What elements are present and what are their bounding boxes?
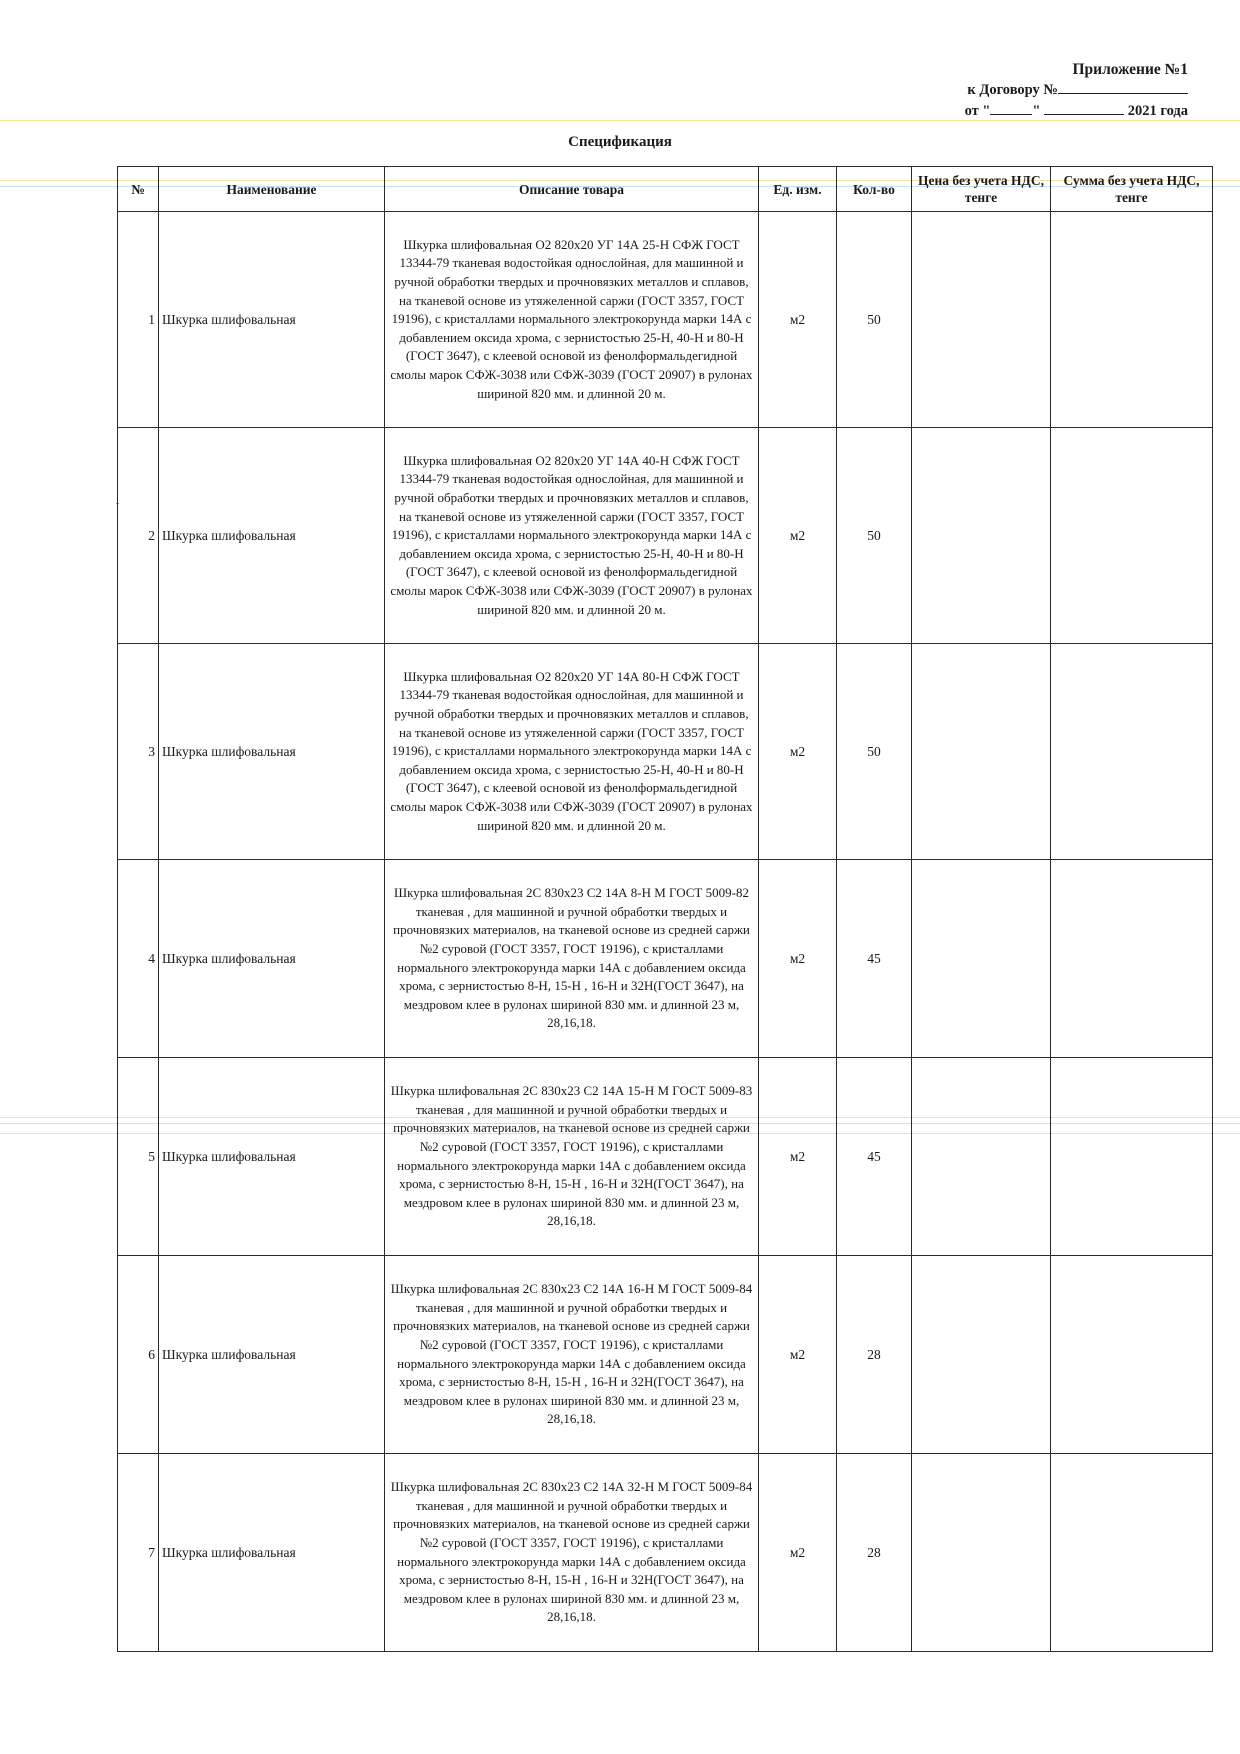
item-price — [912, 428, 1051, 644]
table-row — [118, 1454, 1213, 1652]
item-name: Шкурка шлифовальная — [159, 212, 385, 428]
row-number: 5 — [118, 1058, 159, 1256]
item-unit: м2 — [759, 1256, 837, 1454]
item-description: Шкурка шлифовальная О2 820х20 УГ 14А 25-Н СФЖ ГОСТ 13344-79 тканевая водостойкая однослойная, для машинной и ручной обработки твердых и прочновязких металлов и сплавов, на тканевой основе из утяжеленной саржи (ГОСТ 3357, ГОСТ 19196), с кристаллами нормального электрокорунда марки 14А с добавлением оксида хрома, с зернистостью 25-Н, 40-Н и 80-Н (ГОСТ 3647), с клеевой основой из фенолформальдегидной смолы марок СФЖ-3038 или СФЖ-3039 (ГОСТ 20907) в рулонах шириной 820 мм. и длинной 20 м. — [385, 212, 759, 428]
item-quantity: 45 — [837, 860, 912, 1058]
item-sum — [1051, 428, 1213, 644]
table-row — [118, 644, 1213, 860]
table-row — [118, 860, 1213, 1058]
item-unit: м2 — [759, 860, 837, 1058]
item-sum — [1051, 1256, 1213, 1454]
item-quantity: 50 — [837, 644, 912, 860]
date-day-blank — [990, 100, 1032, 115]
item-price — [912, 644, 1051, 860]
row-number: 1 — [118, 212, 159, 428]
contract-line — [888, 79, 1188, 100]
item-price — [912, 1058, 1051, 1256]
item-price — [912, 1256, 1051, 1454]
date-prefix: от " — [964, 103, 991, 119]
item-name: Шкурка шлифовальная — [159, 860, 385, 1058]
date-mid: " — [1032, 103, 1041, 119]
item-name: Шкурка шлифовальная — [159, 644, 385, 860]
table-row — [118, 428, 1213, 644]
item-quantity: 28 — [837, 1454, 912, 1652]
item-description: Шкурка шлифовальная О2 820х20 УГ 14А 40-Н СФЖ ГОСТ 13344-79 тканевая водостойкая однослойная, для машинной и ручной обработки твердых и прочновязких металлов и сплавов, на тканевой основе из утяжеленной саржи (ГОСТ 3357, ГОСТ 19196), с кристаллами нормального электрокорунда марки 14А с добавлением оксида хрома, с зернистостью 25-Н, 40-Н и 80-Н (ГОСТ 3647), с клеевой основой из фенолформальдегидной смолы марок СФЖ-3038 или СФЖ-3039 (ГОСТ 20907) в рулонах шириной 820 мм. и длинной 20 м. — [385, 428, 759, 644]
item-unit: м2 — [759, 644, 837, 860]
column-header-description: Описание товара — [385, 167, 759, 212]
item-unit: м2 — [759, 212, 837, 428]
column-header-number: № — [118, 167, 159, 212]
document-title: Спецификация — [568, 134, 672, 150]
item-description: Шкурка шлифовальная 2С 830х23 С2 14А 32-Н М ГОСТ 5009-84 тканевая , для машинной и ручной обработки твердых и прочновязких материалов, на тканевой основе из средней саржи №2 суровой (ГОСТ 3357, ГОСТ 19196), с кристаллами нормального электрокорунда марки 14А с добавлением оксида хрома, с зернистостью 8-Н, 15-Н , 16-Н и 32Н(ГОСТ 3647), на мездровом клее в рулонах шириной 830 мм. и длинной 23 м, 28,16,18. — [385, 1454, 759, 1652]
item-price — [912, 212, 1051, 428]
date-line — [888, 100, 1188, 121]
item-quantity: 50 — [837, 212, 912, 428]
item-description: Шкурка шлифовальная О2 820х20 УГ 14А 80-Н СФЖ ГОСТ 13344-79 тканевая водостойкая однослойная, для машинной и ручной обработки твердых и прочновязких металлов и сплавов, на тканевой основе из утяжеленной саржи (ГОСТ 3357, ГОСТ 19196), с кристаллами нормального электрокорунда марки 14А с добавлением оксида хрома, с зернистостью 25-Н, 40-Н и 80-Н (ГОСТ 3647), с клеевой основой из фенолформальдегидной смолы марок СФЖ-3038 или СФЖ-3039 (ГОСТ 20907) в рулонах шириной 820 мм. и длинной 20 м. — [385, 644, 759, 860]
item-unit: м2 — [759, 1454, 837, 1652]
item-quantity: 45 — [837, 1058, 912, 1256]
item-name: Шкурка шлифовальная — [159, 1454, 385, 1652]
appendix-header — [888, 60, 1188, 121]
item-name: Шкурка шлифовальная — [159, 1256, 385, 1454]
column-header-quantity: Кол-во — [837, 167, 912, 212]
item-sum — [1051, 860, 1213, 1058]
item-quantity: 50 — [837, 428, 912, 644]
column-header-price: Цена без учета НДС, тенге — [912, 167, 1051, 212]
item-quantity: 28 — [837, 1256, 912, 1454]
column-header-sum: Сумма без учета НДС, тенге — [1051, 167, 1213, 212]
row-number: 2 — [118, 428, 159, 644]
date-month-blank — [1044, 100, 1124, 115]
item-description: Шкурка шлифовальная 2С 830х23 С2 14А 15-Н М ГОСТ 5009-83 тканевая , для машинной и ручной обработки твердых и прочновязких материалов, на тканевой основе из средней саржи №2 суровой (ГОСТ 3357, ГОСТ 19196), с кристаллами нормального электрокорунда марки 14А с добавлением оксида хрома, с зернистостью 8-Н, 15-Н , 16-Н и 32Н(ГОСТ 3647), на мездровом клее в рулонах шириной 830 мм. и длинной 23 м, 28,16,18. — [385, 1058, 759, 1256]
row-number: 3 — [118, 644, 159, 860]
table-row — [118, 212, 1213, 428]
table-row — [118, 1058, 1213, 1256]
contract-label: к Договору № — [967, 82, 1058, 98]
item-unit: м2 — [759, 1058, 837, 1256]
item-sum — [1051, 212, 1213, 428]
column-header-unit: Ед. изм. — [759, 167, 837, 212]
item-description: Шкурка шлифовальная 2С 830х23 С2 14А 8-Н М ГОСТ 5009-82 тканевая , для машинной и ручной обработки твердых и прочновязких материалов, на тканевой основе из средней саржи №2 суровой (ГОСТ 3357, ГОСТ 19196), с кристаллами нормального электрокорунда марки 14А с добавлением оксида хрома, с зернистостью 8-Н, 15-Н , 16-Н и 32Н(ГОСТ 3647), на мездровом клее в рулонах шириной 830 мм. и длинной 23 м, 28,16,18. — [385, 860, 759, 1058]
row-number: 6 — [118, 1256, 159, 1454]
table-header-row — [118, 167, 1213, 212]
item-name: Шкурка шлифовальная — [159, 428, 385, 644]
item-price — [912, 1454, 1051, 1652]
item-sum — [1051, 1454, 1213, 1652]
item-price — [912, 860, 1051, 1058]
table-row — [118, 1256, 1213, 1454]
contract-number-blank — [1058, 79, 1188, 94]
column-header-name: Наименование — [159, 167, 385, 212]
date-year: 2021 года — [1127, 103, 1188, 119]
item-sum — [1051, 1058, 1213, 1256]
specification-table — [117, 166, 1213, 1652]
appendix-title: Приложение №1 — [1072, 61, 1188, 78]
item-unit: м2 — [759, 428, 837, 644]
row-number: 4 — [118, 860, 159, 1058]
item-description: Шкурка шлифовальная 2С 830х23 С2 14А 16-Н М ГОСТ 5009-84 тканевая , для машинной и ручной обработки твердых и прочновязких материалов, на тканевой основе из средней саржи №2 суровой (ГОСТ 3357, ГОСТ 19196), с кристаллами нормального электрокорунда марки 14А с добавлением оксида хрома, с зернистостью 8-Н, 15-Н , 16-Н и 32Н(ГОСТ 3647), на мездровом клее в рулонах шириной 830 мм. и длинной 23 м, 28,16,18. — [385, 1256, 759, 1454]
row-number: 7 — [118, 1454, 159, 1652]
item-name: Шкурка шлифовальная — [159, 1058, 385, 1256]
item-sum — [1051, 644, 1213, 860]
